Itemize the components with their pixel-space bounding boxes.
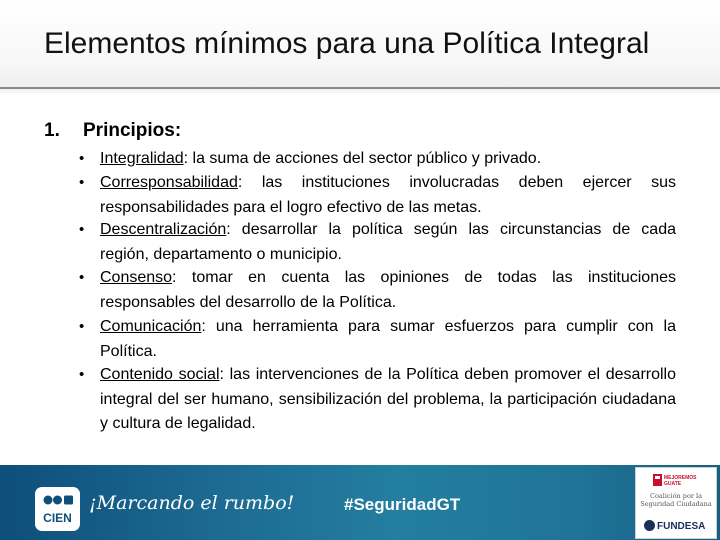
bullet-integralidad (79, 147, 676, 172)
footer-banner (0, 465, 720, 540)
bullet-consenso (79, 266, 676, 315)
bullet-contenido-social (79, 363, 677, 437)
bullet-term: Contenido social (100, 366, 220, 383)
svg-text:MEJOREMOS: MEJOREMOS (664, 475, 697, 481)
fundesa-logo (644, 520, 705, 532)
title-bar (0, 0, 720, 91)
fundesa-mark-icon (644, 520, 655, 531)
bullet-dot-icon: • (79, 318, 85, 335)
bullet-corresponsabilidad (79, 171, 676, 220)
bullet-dot-icon: • (79, 174, 85, 191)
bullet-descentralizacion (79, 218, 676, 267)
section-number: 1. (44, 120, 60, 141)
hashtag: #SeguridadGT (344, 495, 461, 514)
slide-title: Elementos mínimos para una Política Integral (44, 27, 650, 60)
bullet-text: : una herramienta para sumar esfuerzos para cumplir con la Política. (100, 318, 676, 360)
bullet-dot-icon: • (79, 269, 85, 286)
bullet-text: : tomar en cuenta las opiniones de todas las instituciones responsables del desarrollo de la Política. (100, 269, 676, 311)
bullet-text: : las instituciones involucradas deben ejercer sus responsabilidades para el logro efectivo de las metas. (100, 174, 676, 216)
bullet-dot-icon: • (79, 150, 85, 167)
bullet-term: Consenso (100, 269, 173, 286)
title-divider-shadow (0, 90, 720, 93)
tagline: ¡Marcando el rumbo! (89, 492, 295, 514)
bullet-text: : las intervenciones de la Política deben promover el desarrollo integral del ser humano, sensibilización del problema, la participación ciudadana y cultura de legalidad. (100, 366, 677, 432)
bullet-text: : la suma de acciones del sector público y privado. (183, 150, 542, 167)
coalition-name: Coalición por la Seguridad Ciudadana (640, 492, 712, 508)
cien-logo-icon (35, 487, 80, 531)
title-divider (0, 87, 720, 89)
bullet-comunicacion (79, 315, 676, 364)
bullet-dot-icon: • (79, 221, 85, 238)
bullet-term: Comunicación (100, 318, 202, 335)
section-title: Principios: (83, 120, 182, 141)
bullet-term: Integralidad (100, 150, 184, 167)
svg-text:GUATE: GUATE (664, 481, 682, 487)
partner-logo-box (635, 467, 717, 539)
mejoremos-guate-logo-icon (653, 473, 699, 487)
section-heading (44, 119, 181, 143)
bullet-dot-icon: • (79, 366, 85, 383)
bullet-term: Descentralización (100, 221, 227, 238)
fundesa-text: FUNDESA (657, 521, 706, 532)
cien-logo-text: CIEN (43, 511, 72, 525)
bullet-text: : desarrollar la política según las circunstancias de cada región, departamento o municipio. (100, 221, 676, 263)
bullet-term: Corresponsabilidad (100, 174, 238, 191)
